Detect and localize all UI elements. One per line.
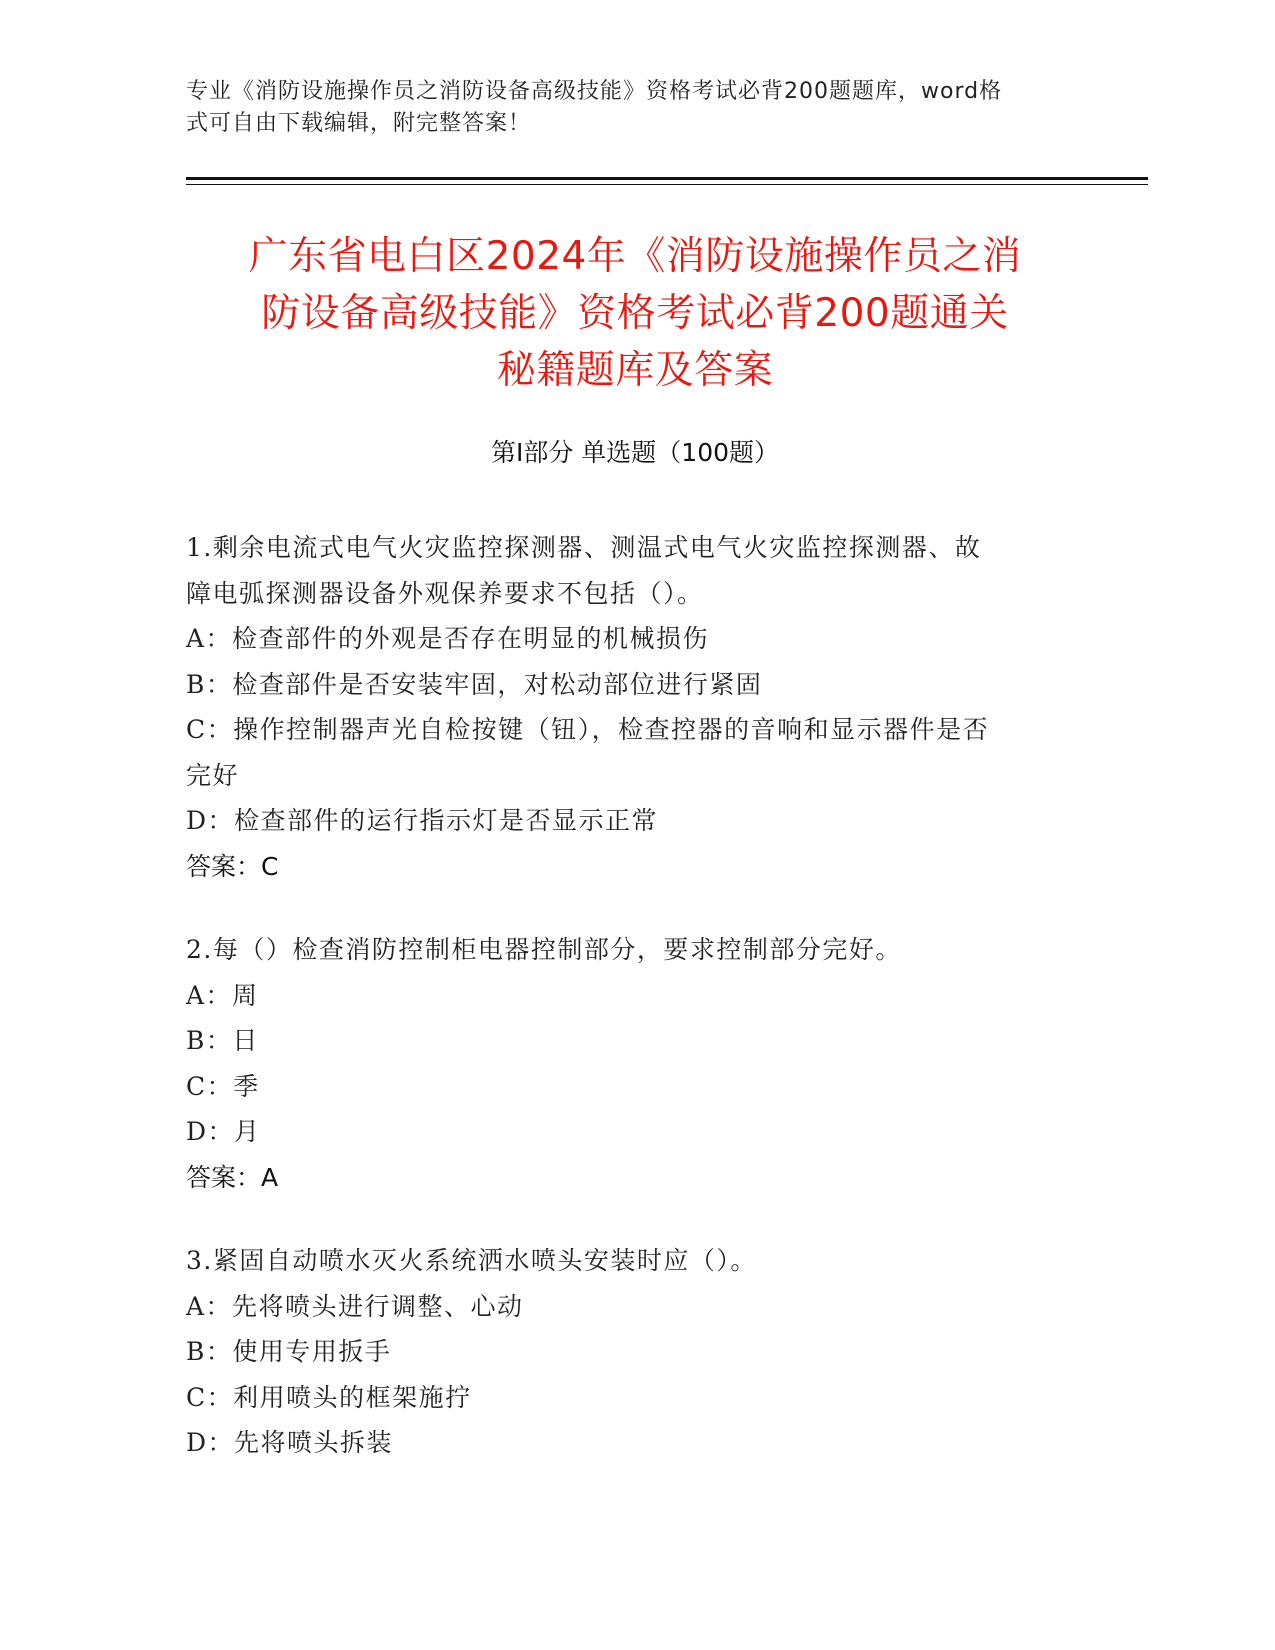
option-c: C：利用喷头的框架施拧 (186, 1382, 472, 1412)
option-d: D：先将喷头拆装 (186, 1428, 394, 1457)
question-3 (186, 1238, 1066, 1466)
option-b: B：检查部件是否安装牢固，对松动部位进行紧固 (186, 669, 763, 699)
section-title: 第Ⅰ部分 单选题（100题） (490, 438, 780, 467)
header-divider-thick (186, 177, 1148, 180)
option-a: A：检查部件的外观是否存在明显的机械损伤 (186, 624, 710, 653)
question-stem-line: 2.每（）检查消防控制柜电器控制部分，要求控制部分完好。 (186, 935, 902, 964)
question-1 (186, 525, 1066, 889)
option-a: A：周 (186, 980, 259, 1010)
question-list (186, 525, 1066, 1504)
option-a: A：先将喷头进行调整、心动 (186, 1291, 524, 1321)
question-stem-line: 障电弧探测器设备外观保养要求不包括（）。 (186, 578, 704, 608)
document-title-line-3: 秘籍题库及答案 (496, 348, 774, 393)
question-2 (186, 927, 1066, 1200)
option-d: D：月 (186, 1117, 261, 1146)
document-title-line-2: 防设备高级技能》资格考试必背200题通关 (261, 291, 1009, 336)
option-c: C：操作控制器声光自检按键（钮），检查控器的音响和显示器件是否 (186, 715, 990, 744)
answer-line: 答案：A (186, 1162, 279, 1192)
option-d: D：检查部件的运行指示灯是否显示正常 (186, 806, 659, 835)
document-title-line-1: 广东省电白区2024年《消防设施操作员之消 (248, 234, 1022, 279)
answer-line: 答案：C (186, 851, 279, 881)
question-stem-line: 1.剩余电流式电气火灾监控探测器、测温式电气火灾监控探测器、故 (186, 533, 982, 562)
header-note (186, 76, 1066, 140)
option-b: B：使用专用扳手 (186, 1337, 392, 1366)
header-note-line-2: 式可自由下载编辑，附完整答案！ (186, 111, 532, 136)
header-note-line-1: 专业《消防设施操作员之消防设备高级技能》资格考试必背200题题库，word格 (186, 79, 1003, 104)
header-divider-thin (186, 184, 1148, 185)
document-title (160, 228, 1110, 399)
option-c-continued: 完好 (186, 760, 240, 790)
option-c: C：季 (186, 1071, 260, 1101)
question-stem-line: 3.紧固自动喷水灭火系统洒水喷头安装时应（）。 (186, 1246, 757, 1275)
option-b: B：日 (186, 1026, 259, 1055)
